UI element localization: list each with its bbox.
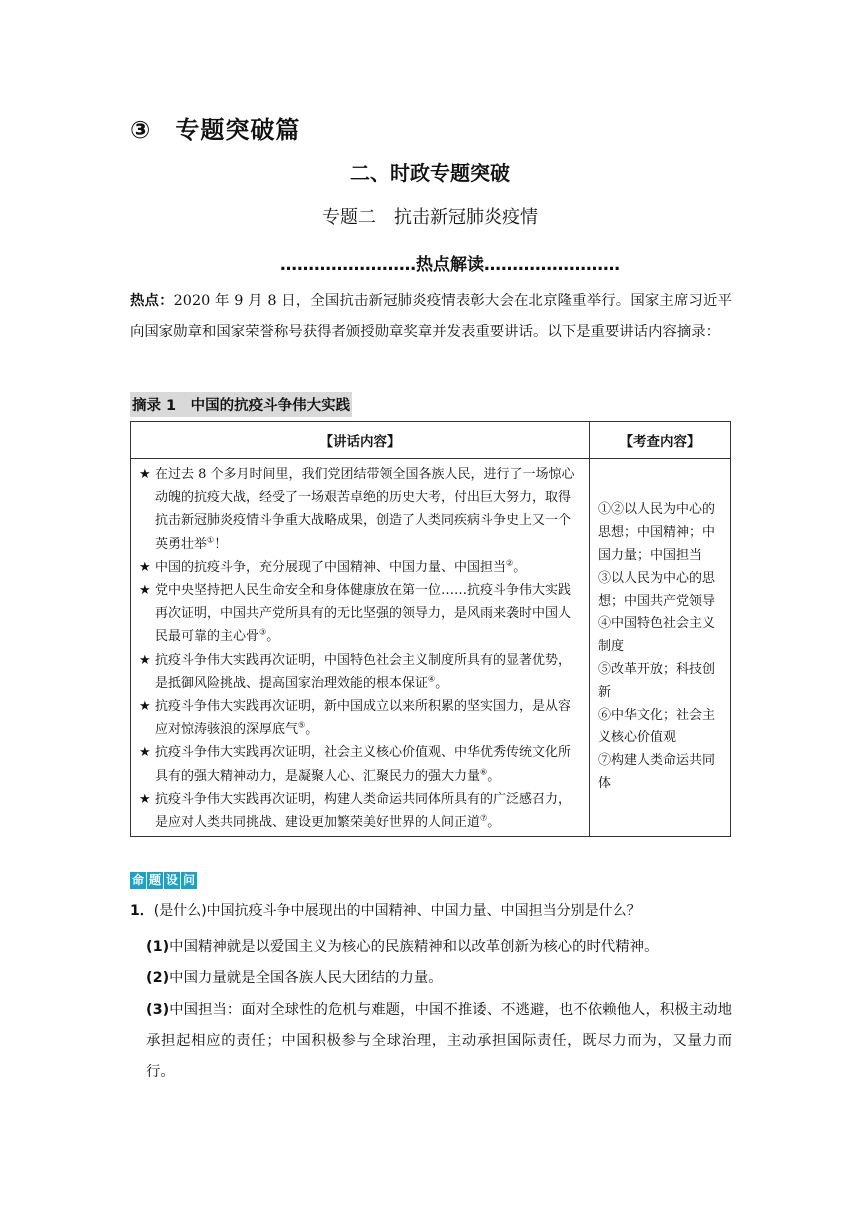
speech-item-end: 。 bbox=[513, 559, 527, 575]
speech-table bbox=[130, 421, 731, 837]
intro-label: 热点： bbox=[130, 293, 174, 309]
speech-item-end: 。 bbox=[266, 629, 280, 645]
main-title: 二、时政专题突破 bbox=[350, 161, 510, 185]
speech-item-mark: ⑦ bbox=[480, 813, 488, 823]
speech-content-cell bbox=[131, 459, 590, 837]
speech-item-text: 党中央坚持把人民生命安全和身体健康放在第一位……抗疫斗争伟大实践再次证明，中国共产党所具有的无比坚强的领导力，是风雨来袭时中国人民最可靠的主心骨 bbox=[155, 583, 572, 645]
speech-item-text: 在过去 8 个多月时间里，我们党团结带领全国各族人民，进行了一场惊心动魄的抗疫大战，经受了一场艰苦卓绝的历史大考，付出巨大努力，取得抗击新冠肺炎疫情斗争重大战略成果，创造了人类同疾病斗争史上又一个英勇壮举 bbox=[155, 467, 575, 552]
exam-item: ⑦构建人类命运共同体 bbox=[598, 753, 716, 791]
topic-title bbox=[0, 203, 860, 229]
section-title-text: 专题突破篇 bbox=[175, 116, 301, 144]
excerpt-title: 摘录 1 中国的抗疫斗争伟大实践 bbox=[130, 392, 352, 417]
section-number: ③ bbox=[130, 116, 152, 144]
answer-text: 中国力量就是全国各族人民大团结的力量。 bbox=[169, 970, 443, 986]
star-icon: ★ bbox=[139, 652, 151, 668]
star-icon: ★ bbox=[139, 559, 151, 575]
speech-item-end: ！ bbox=[214, 536, 228, 552]
speech-item-mark: ① bbox=[207, 535, 215, 545]
star-icon: ★ bbox=[139, 467, 151, 482]
answer-3 bbox=[146, 995, 732, 1088]
exam-item: ⑤改革开放；科技创新 bbox=[598, 662, 716, 700]
speech-item-end: 。 bbox=[487, 768, 501, 784]
speech-item-mark: ② bbox=[506, 558, 514, 568]
speech-item-end: 。 bbox=[305, 722, 319, 738]
speech-item-text: 抗疫斗争伟大实践再次证明，新中国成立以来所积累的坚实国力，是从容应对惊涛骇浪的深厚底气 bbox=[155, 699, 572, 738]
speech-item-text: 抗疫斗争伟大实践再次证明，构建人类命运共同体所具有的广泛感召力，是应对人类共同挑战、建设更加繁荣美好世界的人间正道 bbox=[155, 791, 572, 831]
star-icon: ★ bbox=[139, 583, 151, 599]
exam-item: ④中国特色社会主义制度 bbox=[598, 616, 716, 655]
topic-label: 专题二 bbox=[322, 207, 376, 228]
speech-item bbox=[139, 556, 581, 579]
speech-item-mark: ⑤ bbox=[298, 720, 306, 730]
speech-item bbox=[139, 695, 581, 741]
tag-char: 问 bbox=[182, 873, 195, 887]
question-1 bbox=[130, 900, 641, 920]
speech-item-text: 抗疫斗争伟大实践再次证明，社会主义核心价值观、中华优秀传统文化所具有的强大精神动力，是凝聚人心、汇聚民力的强大力量 bbox=[155, 745, 572, 784]
intro-paragraph bbox=[130, 286, 732, 348]
answer-2 bbox=[146, 963, 732, 994]
speech-item-text: 抗疫斗争伟大实践再次证明，中国特色社会主义制度所具有的显著优势，是抵御风险挑战、提高国家治理效能的根本保证 bbox=[155, 652, 572, 691]
speech-item bbox=[139, 463, 581, 556]
question-text: (是什么)中国抗疫斗争中展现出的中国精神、中国力量、中国担当分别是什么？ bbox=[153, 903, 641, 919]
speech-item-mark: ③ bbox=[259, 628, 267, 638]
table-body-row bbox=[131, 459, 731, 837]
answer-label: (3) bbox=[146, 1002, 170, 1018]
speech-item bbox=[139, 741, 581, 787]
answer-text: 中国精神就是以爱国主义为核心的民族精神和以改革创新为核心的时代精神。 bbox=[169, 939, 659, 955]
star-icon: ★ bbox=[139, 699, 151, 715]
speech-item-mark: ④ bbox=[428, 674, 436, 684]
speech-item-text: 中国的抗疫斗争，充分展现了中国精神、中国力量、中国担当 bbox=[155, 559, 507, 575]
answer-label: (2) bbox=[146, 970, 170, 986]
exam-item: ③以人民为中心的思想；中国共产党领导 bbox=[598, 570, 716, 609]
header-exam: 【考查内容】 bbox=[590, 422, 731, 459]
answer-text: 中国担当：面对全球性的危机与难题，中国不推诿、不逃避，也不依赖他人，积极主动地承担起相应的责任；中国积极参与全球治理，主动承担国际责任，既尽力而为，又量力而行。 bbox=[146, 1002, 732, 1080]
table-header-row bbox=[131, 422, 731, 459]
section-title bbox=[130, 110, 300, 145]
speech-item-end: 。 bbox=[487, 815, 501, 831]
speech-item-end: 。 bbox=[435, 675, 449, 691]
speech-item bbox=[139, 788, 581, 834]
hot-topic-heading: ……………………热点解读…………………… bbox=[280, 255, 620, 275]
topic-title-text: 抗击新冠肺炎疫情 bbox=[394, 207, 538, 228]
speech-item bbox=[139, 649, 581, 695]
tag-char: 设 bbox=[165, 873, 178, 887]
header-speech: 【讲话内容】 bbox=[131, 422, 590, 459]
question-number: 1． bbox=[130, 903, 154, 919]
speech-item bbox=[139, 579, 581, 649]
intro-text: 2020 年 9 月 8 日，全国抗击新冠肺炎疫情表彰大会在北京隆重举行。国家主席习近平向国家勋章和国家荣誉称号获得者颁授勋章奖章并发表重要讲话。以下是重要讲话内容摘录： bbox=[130, 293, 732, 340]
answer-1 bbox=[146, 932, 732, 963]
star-icon: ★ bbox=[139, 791, 151, 807]
tag-char: 命 bbox=[131, 873, 144, 887]
question-setting-tag bbox=[130, 872, 197, 889]
exam-item: ①②以人民为中心的思想；中国精神；中国力量；中国担当 bbox=[598, 502, 716, 564]
exam-content-cell bbox=[590, 459, 731, 837]
speech-item-mark: ⑥ bbox=[480, 767, 488, 777]
exam-item: ⑥中华文化；社会主义核心价值观 bbox=[598, 707, 716, 746]
star-icon: ★ bbox=[139, 745, 151, 761]
tag-char: 题 bbox=[148, 873, 161, 887]
answer-label: (1) bbox=[146, 939, 170, 955]
